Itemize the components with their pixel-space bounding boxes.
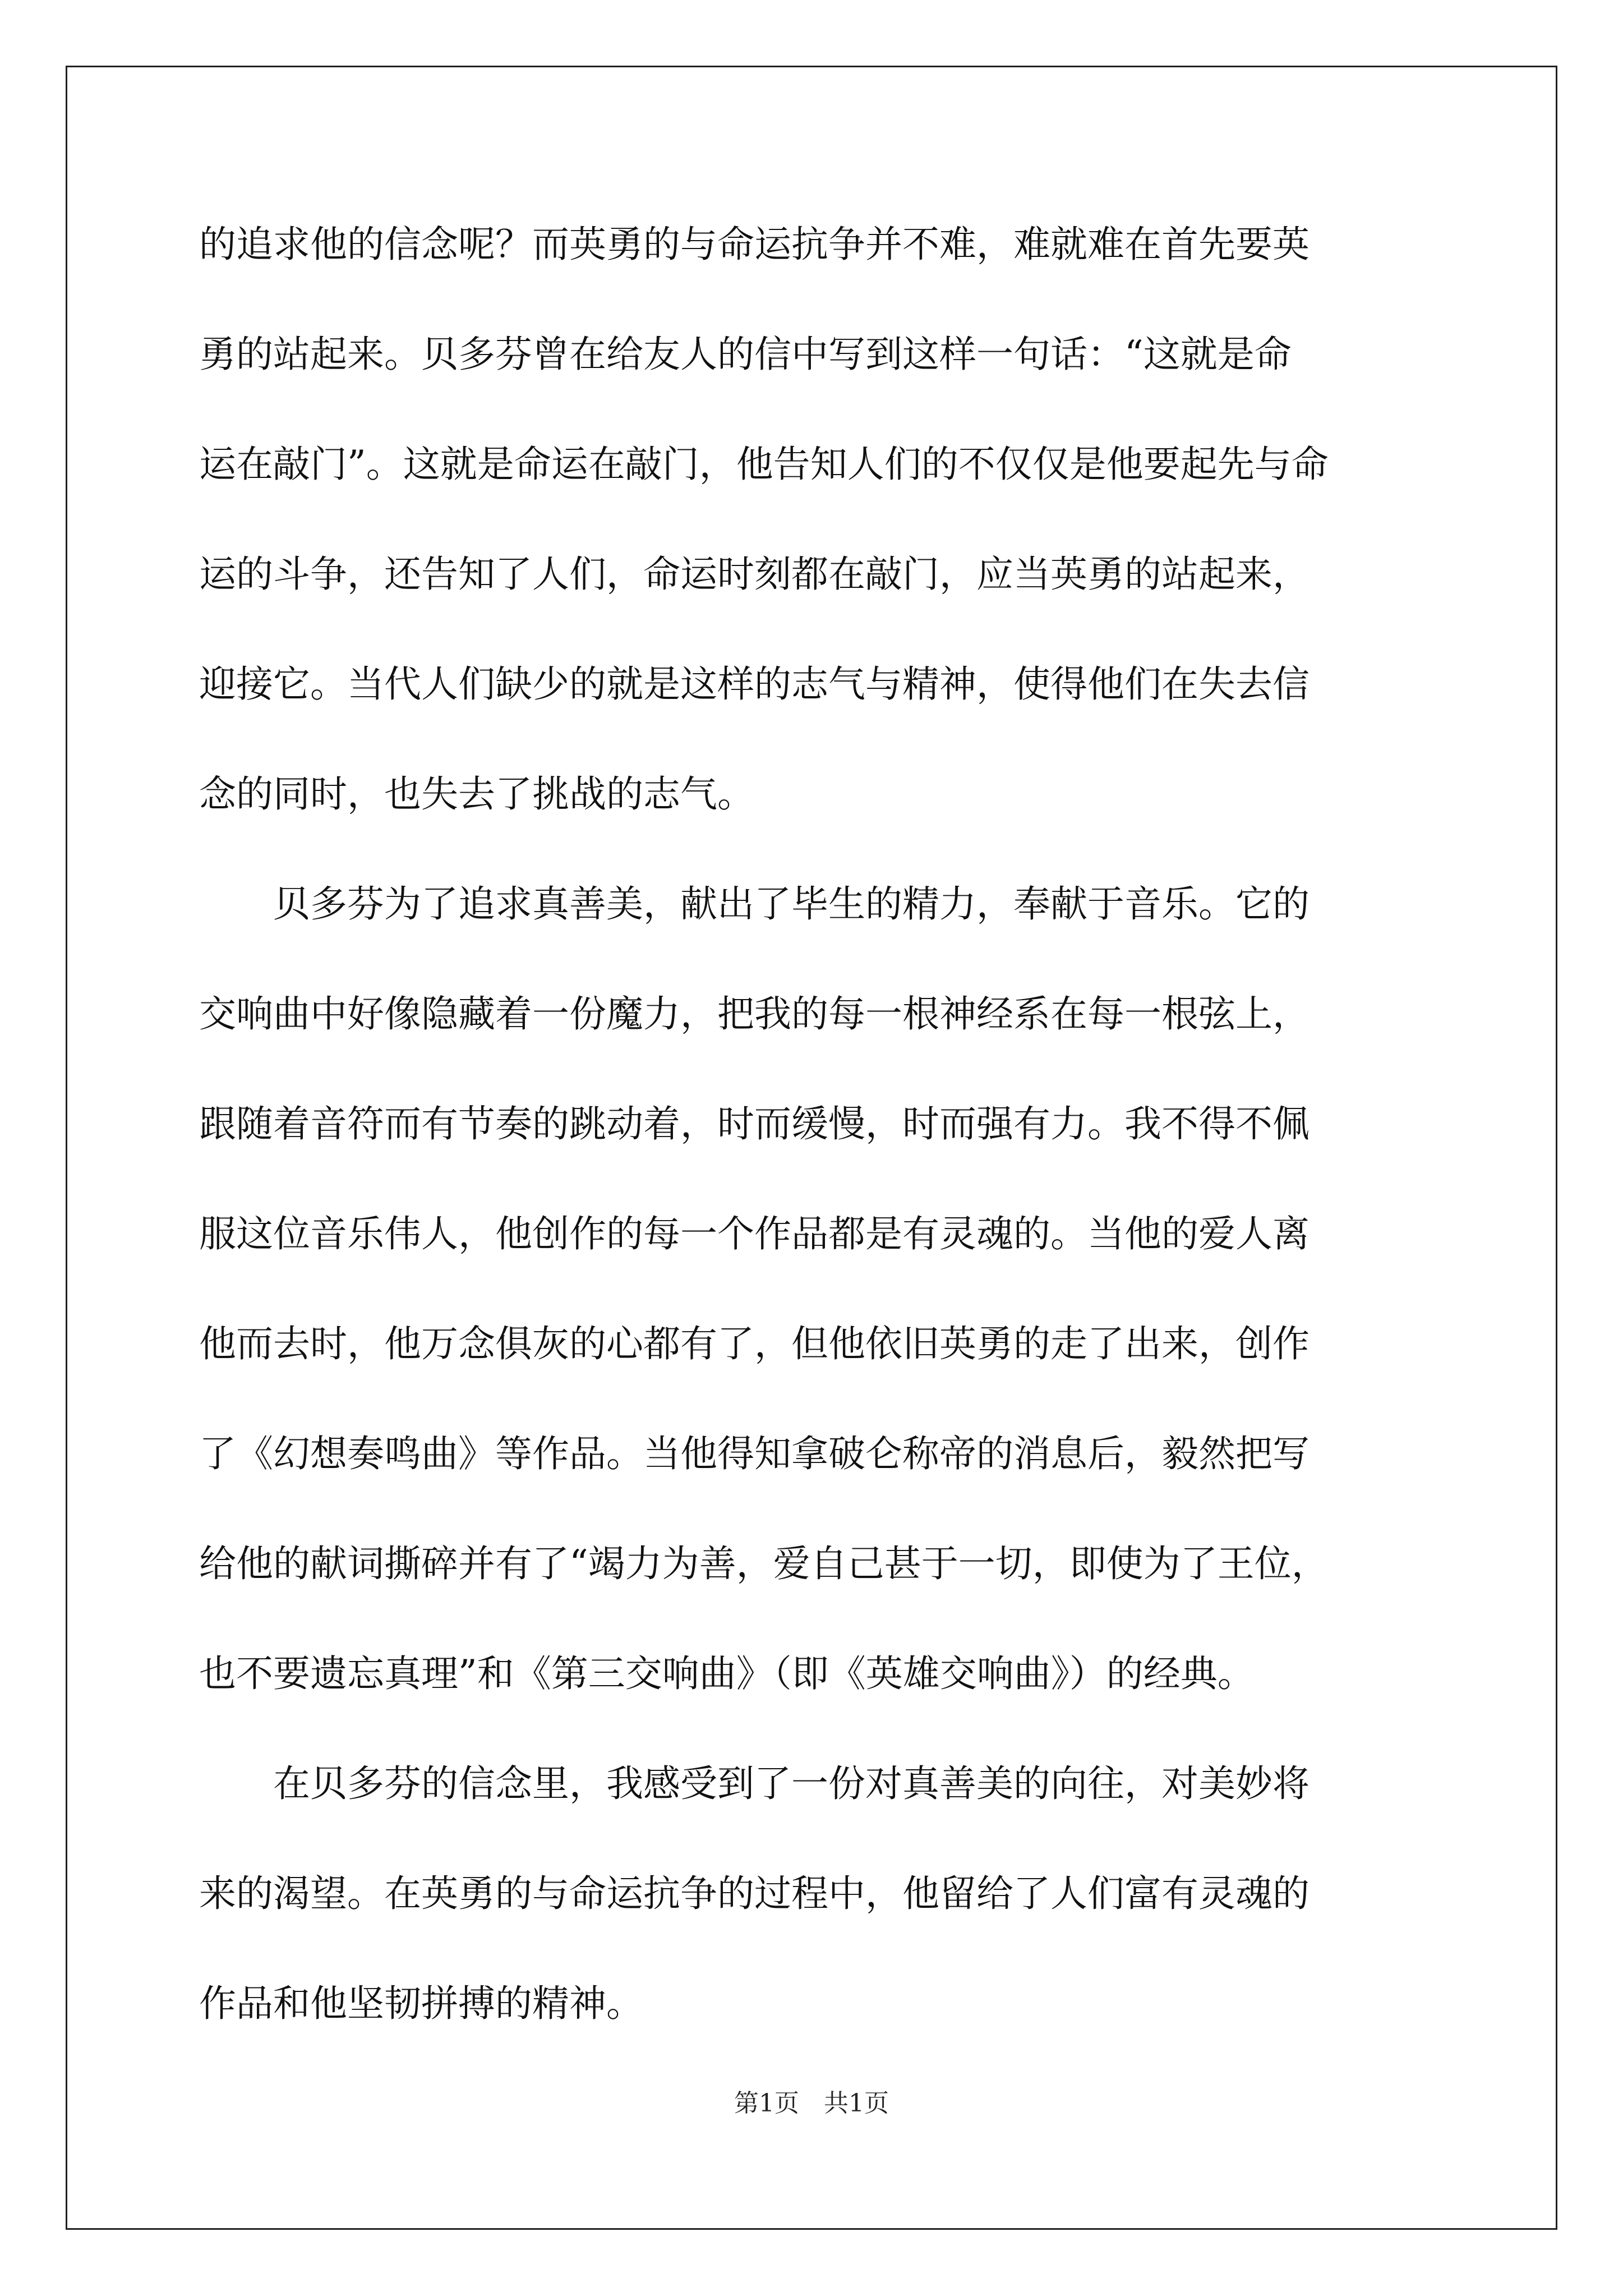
text-line: 迎接它。当代人们缺少的就是这样的志气与精神，使得他们在失去信	[199, 662, 1310, 706]
text-line: 勇的站起来。贝多芬曾在给友人的信中写到这样一句话：“这就是命	[199, 333, 1292, 376]
text-line: 了《幻想奏鸣曲》等作品。当他得知拿破仑称帝的消息后，毅然把写	[199, 1432, 1310, 1475]
text-line: 也不要遗忘真理”和《第三交响曲》（即《英雄交响曲》）的经典。	[199, 1652, 1255, 1695]
text-line: 给他的献词撕碎并有了“竭力为善，爱自己甚于一切，即使为了王位，	[199, 1542, 1329, 1585]
text-line: 他而去时，他万念俱灰的心都有了，但他依旧英勇的走了出来，创作	[199, 1322, 1310, 1365]
text-line: 运在敲门”。这就是命运在敲门，他告知人们的不仅仅是他要起先与命	[199, 443, 1329, 486]
text-line: 念的同时，也失去了挑战的志气。	[199, 772, 754, 816]
text-line: 来的渴望。在英勇的与命运抗争的过程中，他留给了人们富有灵魂的	[199, 1872, 1310, 1915]
text-line: 作品和他坚韧拼搏的精神。	[199, 1982, 643, 2025]
text-line: 运的斗争，还告知了人们，命运时刻都在敲门，应当英勇的站起来，	[199, 553, 1310, 596]
text-line: 贝多芬为了追求真善美，献出了毕生的精力，奉献于音乐。它的	[199, 882, 1310, 926]
text-line: 交响曲中好像隐藏着一份魔力，把我的每一根神经系在每一根弦上，	[199, 992, 1310, 1036]
text-line: 跟随着音符而有节奏的跳动着，时而缓慢，时而强有力。我不得不佩	[199, 1102, 1310, 1145]
page-number-footer: 第1页 共1页	[734, 2089, 889, 2118]
text-line: 的追求他的信念呢？而英勇的与命运抗争并不难，难就难在首先要英	[199, 223, 1310, 266]
text-line: 服这位音乐伟人，他创作的每一个作品都是有灵魂的。当他的爱人离	[199, 1212, 1310, 1255]
text-line: 在贝多芬的信念里，我感受到了一份对真善美的向往，对美妙将	[199, 1762, 1310, 1805]
